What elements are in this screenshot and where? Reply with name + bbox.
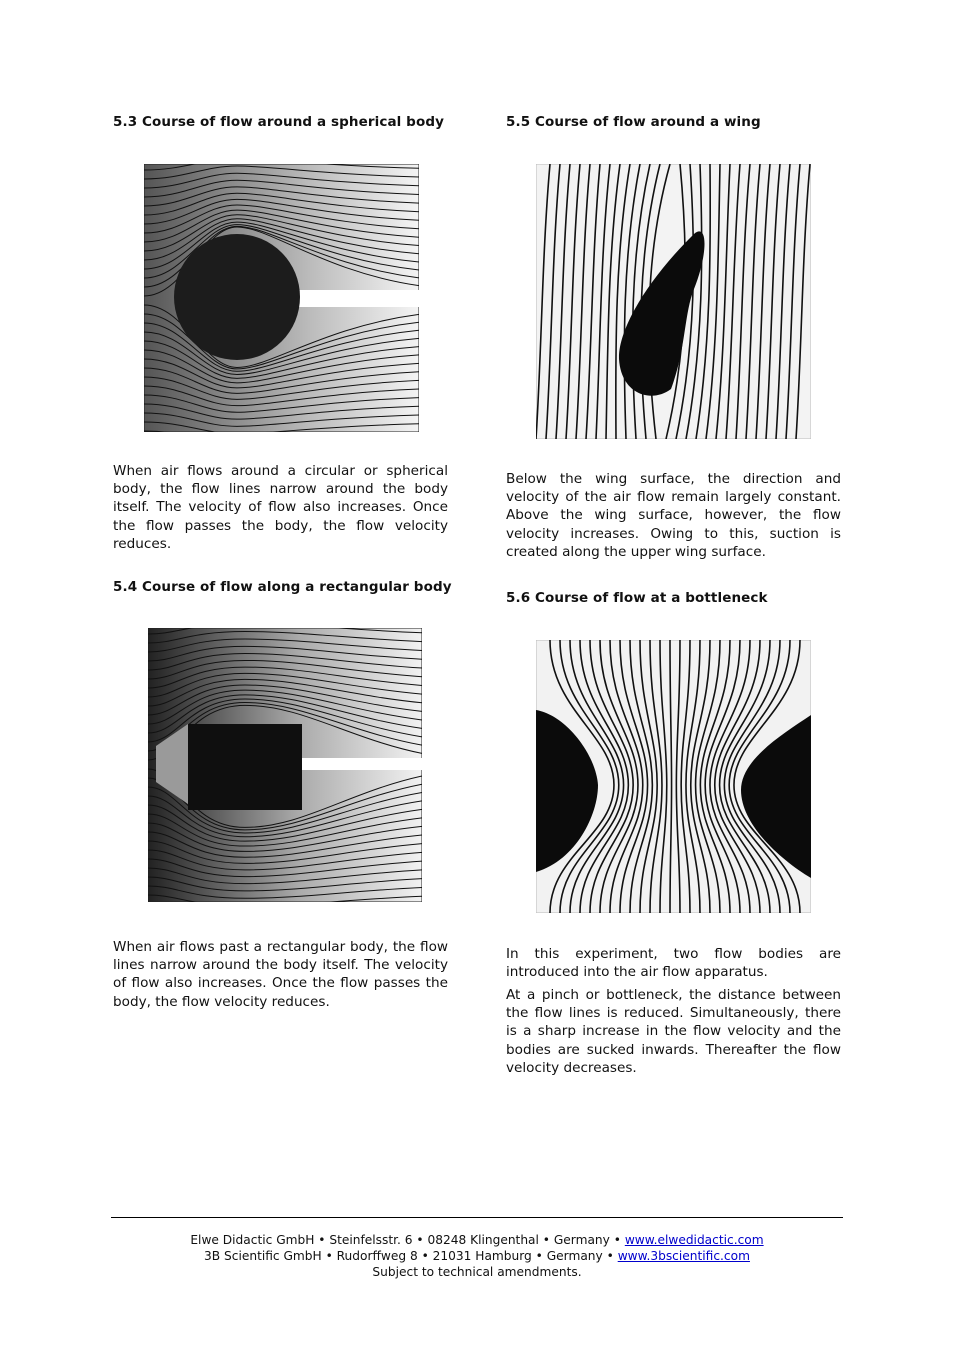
section-5-6-text-2: At a pinch or bottleneck, the distance between the flow lines is reduced. Simultaneously, there is a sharp increase in the flow velocity and the bodies are sucked inwards. Thereafter the flow velocity decreases. [506, 987, 841, 1076]
section-5-6-heading: 5.6 Course of flow at a bottleneck [506, 590, 768, 606]
elwe-website-link[interactable]: www.elwedidactic.com [624, 1233, 764, 1247]
footer-disclaimer: Subject to technical amendments. [372, 1265, 582, 1279]
footer-divider [111, 1217, 843, 1218]
section-5-5-heading: 5.5 Course of flow around a wing [506, 114, 761, 130]
footer-elwe-address: Elwe Didactic GmbH • Steinfelsstr. 6 • 08248 Klingenthal • Germany • [190, 1233, 625, 1247]
section-5-5-text: Below the wing surface, the direction and velocity of the air flow remain largely constant. Above the wing surface, however, the flow velocity increases. Owing to this, suction is created along the upper wing surface. [506, 471, 841, 560]
footer-line-3b [111, 1248, 843, 1264]
wing-flow-figure [536, 164, 811, 439]
section-5-4-heading: 5.4 Course of flow along a rectangular body [113, 579, 452, 595]
bottleneck-flow-figure [536, 640, 811, 913]
3b-website-link[interactable]: www.3bscientific.com [617, 1249, 750, 1263]
footer-3b-address: 3B Scientific GmbH • Rudorffweg 8 • 21031 Hamburg • Germany • [204, 1249, 618, 1263]
footer-line-elwe [111, 1232, 843, 1248]
section-5-4-text: When air flows past a rectangular body, the flow lines narrow around the body itself. The velocity of flow also increases. Once the flow passes the body, the flow velocity reduces. [113, 939, 448, 1010]
section-5-3-text: When air flows around a circular or spherical body, the flow lines narrow around the body itself. The velocity of flow also increases. Once the flow passes the body, the flow velocity reduces. [113, 463, 448, 552]
section-5-6-text-1: In this experiment, two flow bodies are introduced into the air flow apparatus. [506, 946, 841, 981]
rectangle-flow-figure [148, 628, 422, 902]
sphere-flow-figure [144, 164, 419, 432]
section-5-3-heading: 5.3 Course of flow around a spherical body [113, 114, 444, 130]
